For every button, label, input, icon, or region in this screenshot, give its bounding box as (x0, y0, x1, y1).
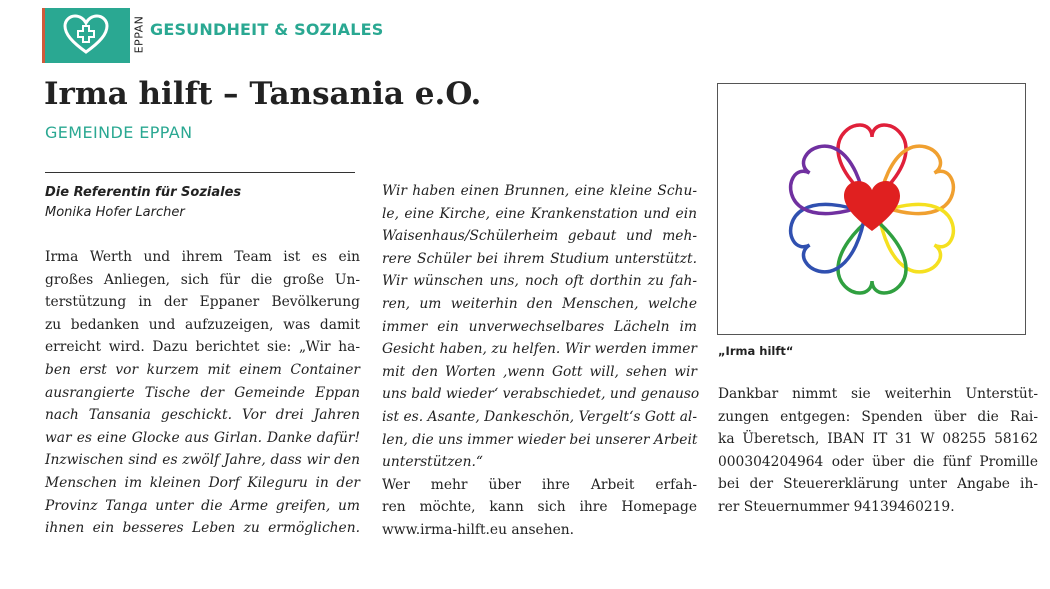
heart-cross-icon (62, 14, 110, 56)
quote-line: Waisenhaus/Schülerheim gebaut und meh- (382, 228, 697, 245)
quote-line: ist es. Asante, Dankeschön, Vergelt‘s Gott al- (382, 408, 697, 425)
text-line: rer Steuernummer 94139460219. (718, 498, 955, 515)
rainbow-hearts-logo (718, 84, 1025, 334)
author-role: Die Referentin für Soziales (45, 185, 242, 200)
article-column-3 (718, 383, 1038, 519)
quote-line: unterstützen.“ (382, 454, 483, 471)
text-line: Menschen im kleinen Dorf Kileguru in der (45, 474, 360, 491)
quote-line: ren, um weiterhin den Menschen, welche (382, 295, 697, 312)
text-line: ihnen ein besseres Leben zu ermöglichen. (45, 520, 360, 537)
quote-line: immer ein unverwechselbares Lächeln im (382, 318, 697, 335)
text-line: war es eine Glocke aus Girlan. Danke dafür! (45, 429, 360, 446)
quote-line: le, eine Kirche, eine Krankenstation und ein (382, 205, 697, 222)
quote-line: mit den Worten ‚wenn Gott will, sehen wir (382, 363, 697, 380)
quote-line: Gesicht haben, zu helfen. Wir werden immer (382, 341, 697, 358)
text-line: ausrangierte Tische der Gemeinde Eppan (45, 384, 360, 401)
text-line: zu bedanken und aufzuzeigen, was damit (45, 316, 360, 333)
logo-caption: „Irma hilft“ (718, 344, 794, 358)
text-line: zungen entgegen: Spenden über die Rai- (718, 408, 1038, 425)
quote-line: Wir wünschen uns, noch oft dorthin zu fah- (382, 273, 697, 290)
text-line: nach Tansania geschickt. Vor drei Jahren (45, 407, 360, 424)
text-line: bei der Steuererklärung unter Angabe ih- (718, 476, 1038, 493)
section-title: GESUNDHEIT & SOZIALES (150, 20, 384, 39)
homepage-link[interactable]: www.irma-hilft.eu ansehen. (382, 521, 575, 538)
text-line: Provinz Tanga unter die Arme greifen, um (45, 497, 360, 514)
quote-line: len, die uns immer wieder bei unserer Arbeit (382, 431, 698, 448)
section-header-box (42, 8, 130, 63)
quote-line: uns bald wieder‘ verabschiedet, und genauso (382, 386, 700, 403)
text-line: ren möchte, kann sich ihre Homepage (382, 499, 697, 516)
author-byline (45, 183, 241, 223)
text-line: Wer mehr über ihre Arbeit erfah- (382, 476, 697, 493)
divider-rule (45, 172, 355, 173)
author-name: Monika Hofer Larcher (45, 205, 185, 220)
text-line: erreicht wird. Dazu berichtet sie: „Wir ha- (45, 339, 360, 356)
irma-hilft-logo-frame (717, 83, 1026, 335)
text-line: ben erst vor kurzem mit einem Container (45, 361, 360, 378)
header-red-bar (42, 8, 45, 63)
article-column-2 (382, 180, 700, 542)
text-line: terstützung in der Eppaner Bevölkerung (45, 294, 360, 311)
text-line: Irma Werth und ihrem Team ist es ein (45, 249, 360, 265)
municipality-side-label: EPPAN (132, 15, 146, 54)
article-subtitle: GEMEINDE EPPAN (45, 123, 193, 142)
text-line: 000304204964 oder über die fünf Promille (718, 453, 1038, 470)
text-line: Inzwischen sind es zwölf Jahre, dass wir den (45, 452, 360, 469)
article-title: Irma hilft – Tansania e.O. (44, 76, 482, 112)
text-line: ka Überetsch, IBAN IT 31 W 08255 58162 (718, 431, 1038, 448)
quote-line: rere Schüler bei ihrem Studium unterstützt. (382, 250, 697, 267)
text-line: großes Anliegen, sich für die große Un- (45, 271, 360, 288)
quote-line: Wir haben einen Brunnen, eine kleine Schu- (382, 183, 697, 199)
text-line: Dankbar nimmt sie weiterhin Unterstüt- (718, 386, 1038, 402)
article-column-1 (45, 246, 360, 540)
